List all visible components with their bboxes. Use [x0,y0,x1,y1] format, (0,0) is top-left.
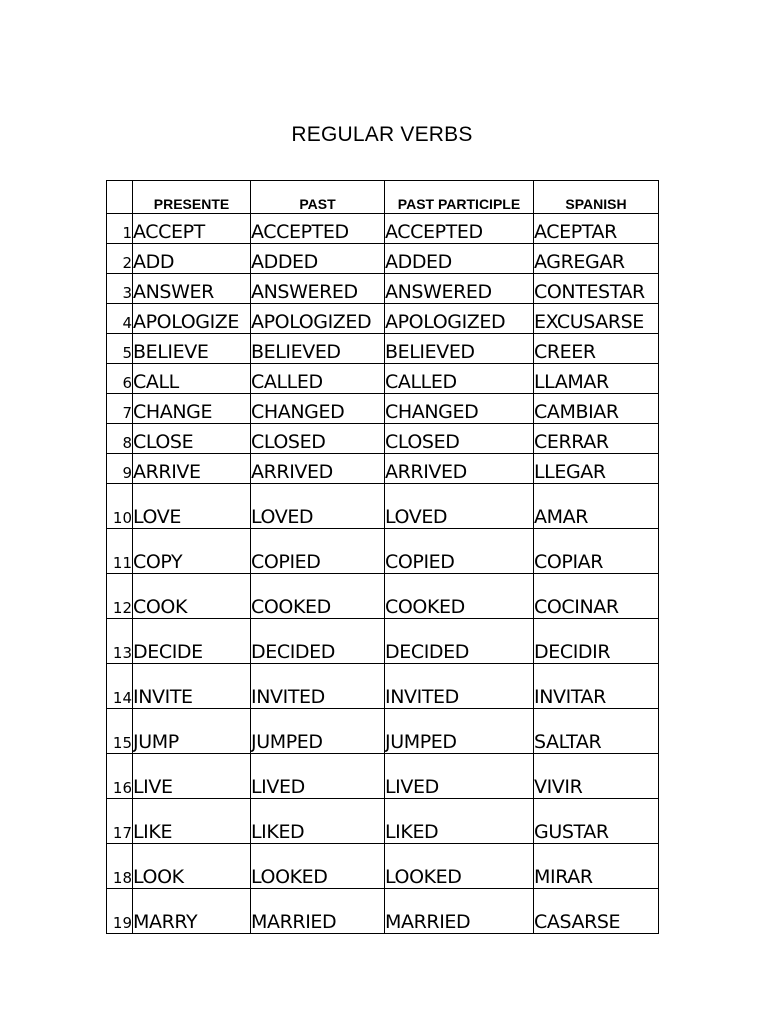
spanish-cell: LLAMAR [534,364,659,394]
spanish-cell: CREER [534,334,659,364]
spanish-cell: COCINAR [534,574,659,619]
table-row [107,574,659,619]
present-cell: COOK [133,574,251,619]
present-cell: LIKE [133,799,251,844]
row-number: 7 [107,394,133,424]
past-cell: ARRIVED [251,454,385,484]
present-cell: JUMP [133,709,251,754]
present-cell: ARRIVE [133,454,251,484]
row-number: 2 [107,244,133,274]
past-cell: LOVED [251,484,385,529]
past-cell: LOOKED [251,844,385,889]
past-cell: ANSWERED [251,274,385,304]
spanish-cell: AGREGAR [534,244,659,274]
present-cell: CLOSE [133,424,251,454]
past-cell: ADDED [251,244,385,274]
header-past-participle: PAST PARTICIPLE [385,181,534,214]
present-cell: CALL [133,364,251,394]
past-participle-cell: ARRIVED [385,454,534,484]
past-cell: APOLOGIZED [251,304,385,334]
past-cell: INVITED [251,664,385,709]
table-row [107,454,659,484]
present-cell: APOLOGIZE [133,304,251,334]
past-participle-cell: LOOKED [385,844,534,889]
spanish-cell: CASARSE [534,889,659,934]
present-cell: MARRY [133,889,251,934]
past-cell: ACCEPTED [251,214,385,244]
table-row [107,754,659,799]
past-cell: CLOSED [251,424,385,454]
verbs-table [106,180,659,934]
spanish-cell: AMAR [534,484,659,529]
table-row [107,304,659,334]
past-cell: LIVED [251,754,385,799]
spanish-cell: CAMBIAR [534,394,659,424]
table-row [107,394,659,424]
header-presente: PRESENTE [133,181,251,214]
table-row [107,244,659,274]
row-number: 12 [107,574,133,619]
spanish-cell: INVITAR [534,664,659,709]
row-number: 14 [107,664,133,709]
past-cell: DECIDED [251,619,385,664]
page-title: REGULAR VERBS [291,123,473,146]
past-participle-cell: ACCEPTED [385,214,534,244]
header-spanish: SPANISH [534,181,659,214]
past-participle-cell: COOKED [385,574,534,619]
past-participle-cell: JUMPED [385,709,534,754]
row-number: 17 [107,799,133,844]
spanish-cell: ACEPTAR [534,214,659,244]
spanish-cell: EXCUSARSE [534,304,659,334]
past-participle-cell: ANSWERED [385,274,534,304]
past-participle-cell: DECIDED [385,619,534,664]
present-cell: LIVE [133,754,251,799]
row-number: 18 [107,844,133,889]
present-cell: ACCEPT [133,214,251,244]
row-number: 15 [107,709,133,754]
past-participle-cell: COPIED [385,529,534,574]
table-row [107,529,659,574]
past-participle-cell: ADDED [385,244,534,274]
past-cell: COOKED [251,574,385,619]
table-row [107,619,659,664]
table-row [107,274,659,304]
row-number: 4 [107,304,133,334]
past-participle-cell: MARRIED [385,889,534,934]
present-cell: COPY [133,529,251,574]
past-cell: JUMPED [251,709,385,754]
spanish-cell: GUSTAR [534,799,659,844]
table-row [107,214,659,244]
past-cell: MARRIED [251,889,385,934]
past-participle-cell: LIVED [385,754,534,799]
spanish-cell: DECIDIR [534,619,659,664]
spanish-cell: CONTESTAR [534,274,659,304]
past-participle-cell: APOLOGIZED [385,304,534,334]
table-row [107,484,659,529]
past-participle-cell: BELIEVED [385,334,534,364]
row-number: 11 [107,529,133,574]
past-cell: COPIED [251,529,385,574]
past-cell: LIKED [251,799,385,844]
spanish-cell: COPIAR [534,529,659,574]
table-row [107,664,659,709]
past-participle-cell: CALLED [385,364,534,394]
past-cell: BELIEVED [251,334,385,364]
row-number: 3 [107,274,133,304]
past-participle-cell: CLOSED [385,424,534,454]
present-cell: LOVE [133,484,251,529]
past-cell: CALLED [251,364,385,394]
present-cell: INVITE [133,664,251,709]
row-number: 6 [107,364,133,394]
header-row [107,181,659,214]
header-past: PAST [251,181,385,214]
row-number: 5 [107,334,133,364]
table-row [107,844,659,889]
past-participle-cell: INVITED [385,664,534,709]
row-number: 13 [107,619,133,664]
spanish-cell: VIVIR [534,754,659,799]
past-participle-cell: LIKED [385,799,534,844]
row-number: 10 [107,484,133,529]
present-cell: ADD [133,244,251,274]
spanish-cell: MIRAR [534,844,659,889]
spanish-cell: SALTAR [534,709,659,754]
table-row [107,424,659,454]
past-cell: CHANGED [251,394,385,424]
row-number: 16 [107,754,133,799]
spanish-cell: LLEGAR [534,454,659,484]
present-cell: BELIEVE [133,334,251,364]
table-row [107,709,659,754]
table-row [107,334,659,364]
past-participle-cell: LOVED [385,484,534,529]
spanish-cell: CERRAR [534,424,659,454]
header-number [107,181,133,214]
past-participle-cell: CHANGED [385,394,534,424]
table-row [107,889,659,934]
row-number: 1 [107,214,133,244]
row-number: 9 [107,454,133,484]
table-row [107,364,659,394]
present-cell: CHANGE [133,394,251,424]
row-number: 19 [107,889,133,934]
row-number: 8 [107,424,133,454]
present-cell: LOOK [133,844,251,889]
present-cell: ANSWER [133,274,251,304]
table-row [107,799,659,844]
present-cell: DECIDE [133,619,251,664]
